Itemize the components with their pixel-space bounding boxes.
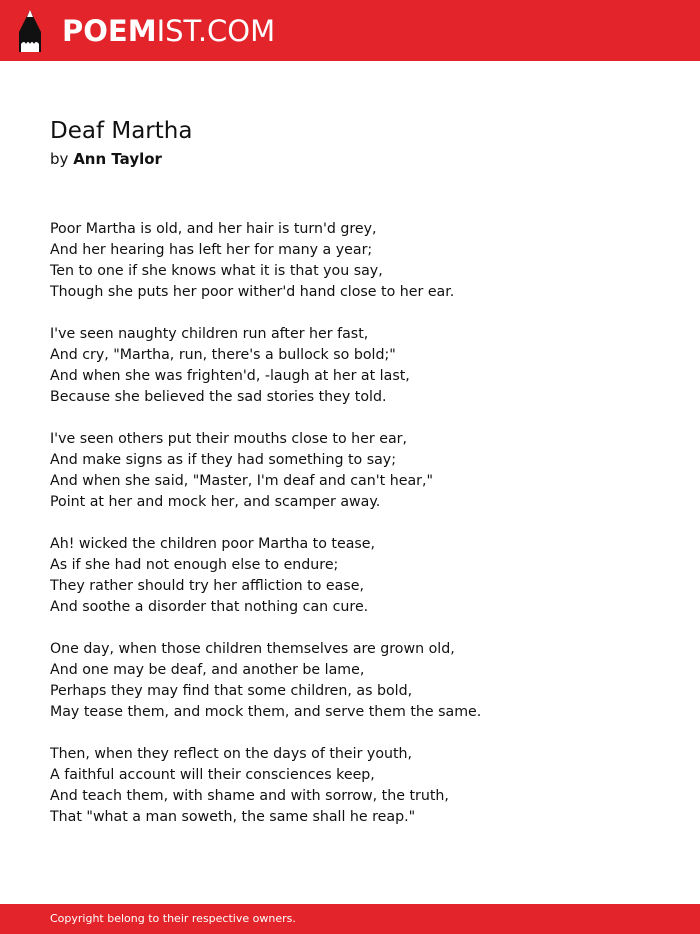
poem-line: Ten to one if she knows what it is that you say, <box>50 263 383 279</box>
poem-line: Perhaps they may find that some children, as bold, <box>50 683 413 699</box>
site-footer <box>0 904 700 934</box>
poem-line: I've seen others put their mouths close to her ear, <box>50 431 407 447</box>
site-logo[interactable] <box>62 13 275 49</box>
poem-line: And make signs as if they had something to say; <box>50 452 396 468</box>
poem-line: Poor Martha is old, and her hair is turn'd grey, <box>50 221 377 237</box>
site-header <box>0 0 700 61</box>
poem-line: And one may be deaf, and another be lame, <box>50 662 365 678</box>
poem-line: A faithful account will their consciences keep, <box>50 767 375 783</box>
stanza <box>50 219 670 303</box>
poem-line: Point at her and mock her, and scamper away. <box>50 494 381 510</box>
poem-line: Then, when they reflect on the days of their youth, <box>50 746 413 762</box>
poem-line: As if she had not enough else to endure; <box>50 557 339 573</box>
poem-line: And when she was frighten'd, -laugh at her at last, <box>50 368 410 384</box>
stanza <box>50 429 670 513</box>
poem-line: Because she believed the sad stories they told. <box>50 389 387 405</box>
poem-line: That "what a man soweth, the same shall he reap." <box>50 809 416 825</box>
poem-line: And her hearing has left her for many a year; <box>50 242 373 258</box>
logo-text-light: IST.COM <box>156 14 276 48</box>
copyright-notice: Copyright belong to their respective owners. <box>50 912 296 925</box>
stanza <box>50 324 670 408</box>
poem-line: And when she said, "Master, I'm deaf and can't hear," <box>50 473 434 489</box>
stanza <box>50 744 670 828</box>
pencil-tip-icon[interactable] <box>18 10 42 52</box>
logo-text-bold: POEM <box>62 14 157 48</box>
poem-body <box>50 219 670 849</box>
poem-line: Though she puts her poor wither'd hand close to her ear. <box>50 284 455 300</box>
stanza <box>50 639 670 723</box>
poem-line: And soothe a disorder that nothing can cure. <box>50 599 369 615</box>
byline <box>50 149 162 169</box>
poem-line: Ah! wicked the children poor Martha to tease, <box>50 536 376 552</box>
stanza <box>50 534 670 618</box>
poem-line: One day, when those children themselves are grown old, <box>50 641 455 657</box>
poem-line: They rather should try her affliction to ease, <box>50 578 364 594</box>
poem-line: And teach them, with shame and with sorrow, the truth, <box>50 788 449 804</box>
poem-line: And cry, "Martha, run, there's a bullock so bold;" <box>50 347 396 363</box>
poem-line: I've seen naughty children run after her fast, <box>50 326 369 342</box>
poem-title: Deaf Martha <box>50 118 193 144</box>
author-name: Ann Taylor <box>73 150 162 168</box>
poem-line: May tease them, and mock them, and serve them the same. <box>50 704 482 720</box>
by-label: by <box>50 150 69 168</box>
